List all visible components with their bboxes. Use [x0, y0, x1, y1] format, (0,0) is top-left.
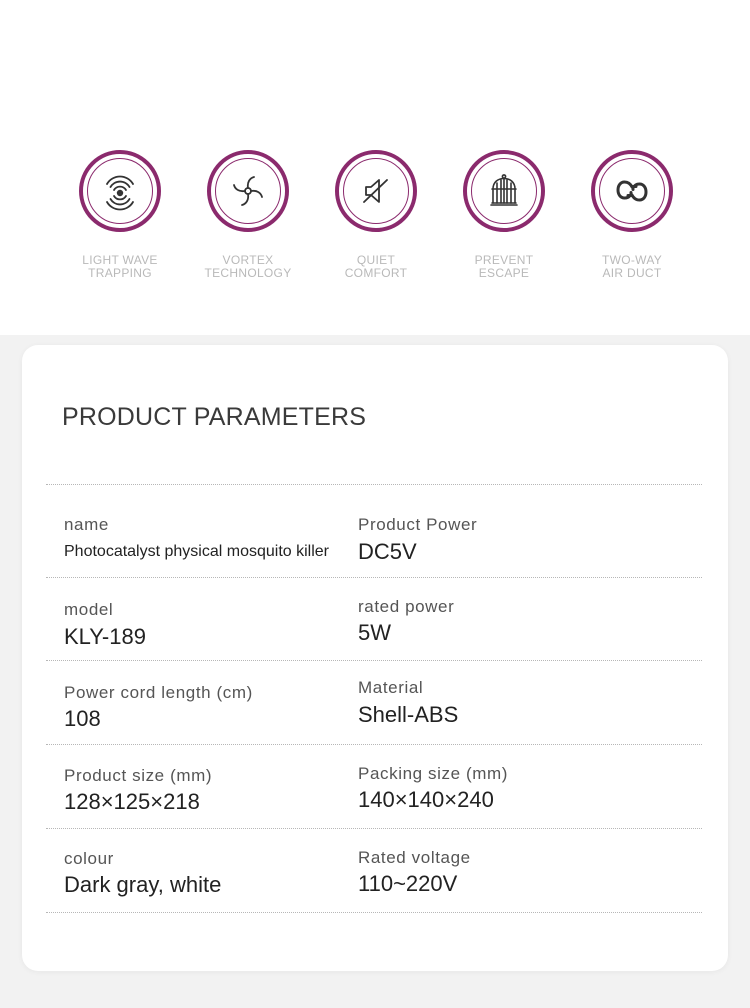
divider — [46, 577, 702, 578]
divider — [46, 828, 702, 829]
product-power-label: Product Power — [358, 515, 478, 534]
packing-size-label: Packing size (mm) — [358, 764, 509, 783]
feature-icons-row — [0, 0, 750, 335]
feature-light-wave-trapping — [60, 150, 180, 290]
light-wave-icon — [79, 150, 161, 232]
material-label: Material — [358, 678, 424, 697]
product-size-label: Product size (mm) — [64, 766, 213, 785]
rated-power-label: rated power — [358, 597, 455, 616]
rated-voltage-label: Rated voltage — [358, 848, 471, 867]
divider — [46, 912, 702, 913]
mute-speaker-icon — [335, 150, 417, 232]
feature-vortex-technology — [188, 150, 308, 290]
power-cord-length-label: Power cord length (cm) — [64, 683, 253, 702]
birdcage-icon — [463, 150, 545, 232]
feature-label: LIGHT WAVE TRAPPING — [82, 253, 158, 280]
feature-label: VORTEX TECHNOLOGY — [204, 253, 292, 280]
power-cord-length-value: 108 — [64, 706, 101, 731]
product-power-value: DC5V — [358, 539, 417, 564]
feature-two-way-air-duct — [572, 150, 692, 290]
divider — [46, 660, 702, 661]
divider — [46, 484, 702, 485]
rated-power-value: 5W — [358, 620, 391, 645]
rated-voltage-value: 110~220V — [358, 871, 458, 896]
colour-value: Dark gray, white — [64, 872, 222, 897]
colour-label: colour — [64, 849, 114, 868]
model-value: KLY-189 — [64, 624, 146, 649]
packing-size-value: 140×140×240 — [358, 787, 494, 812]
name-label: name — [64, 515, 109, 534]
feature-label: QUIET COMFORT — [344, 253, 408, 280]
product-parameters-card — [22, 345, 728, 971]
feature-label: PREVENT ESCAPE — [474, 253, 534, 280]
material-value: Shell-ABS — [358, 702, 459, 727]
name-value: Photocatalyst physical mosquito killer — [64, 543, 330, 560]
model-label: model — [64, 600, 114, 619]
feature-prevent-escape — [444, 150, 564, 290]
divider — [46, 744, 702, 745]
feature-quiet-comfort — [316, 150, 436, 290]
section-title: PRODUCT PARAMETERS — [62, 403, 367, 431]
vortex-fan-icon — [207, 150, 289, 232]
product-size-value: 128×125×218 — [64, 789, 200, 814]
feature-label: TWO-WAY AIR DUCT — [601, 253, 663, 280]
two-way-arrows-icon — [591, 150, 673, 232]
